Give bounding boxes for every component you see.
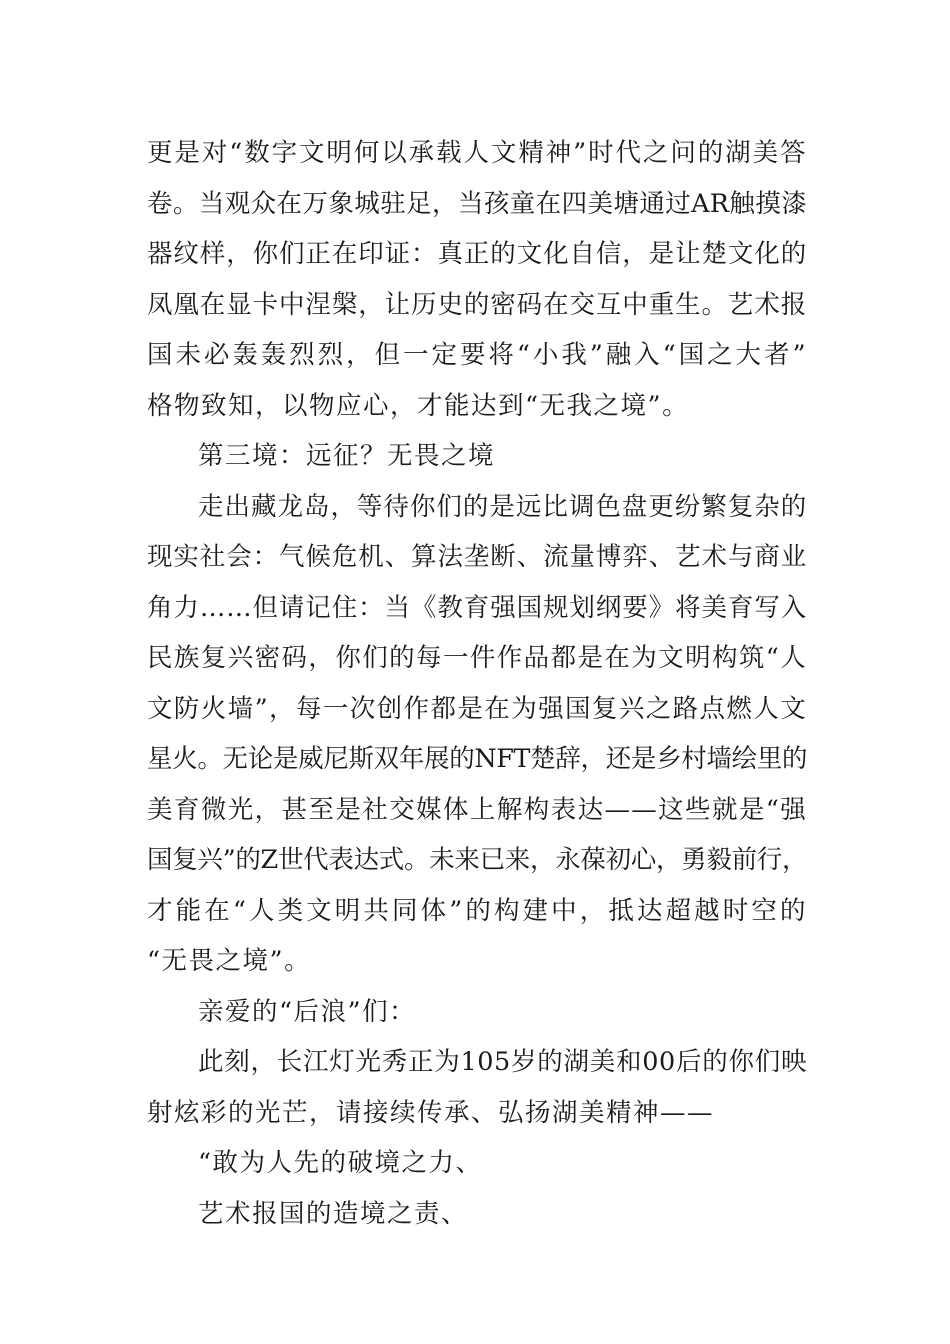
text-line: 星火。无论是威尼斯双年展的NFT楚辞，还是乡村墙绘里的 [147,744,807,774]
text-line: 美育微光，甚至是社交媒体上解构表达——这些就是“强 [147,794,807,825]
quote-line: 艺术报国的造境之责、 [198,1198,469,1229]
text-line: 才能在“人类文明共同体”的构建中，抵达超越时空的 [147,895,807,926]
text-line: 射炫彩的光芒，请接续传承、弘扬湖美精神—— [147,1097,715,1128]
body-text [147,128,807,1239]
section-heading: 第三境：远征？无畏之境 [198,441,496,471]
text-line: 文防火墙”，每一次创作都是在为强国复兴之路点燃人文 [147,693,807,724]
text-line: 凤凰在显卡中涅槃，让历史的密码在交互中重生。艺术报 [147,289,807,320]
quote-line: “敢为人先的破境之力、 [198,1148,483,1178]
text-line: 格物致知，以物应心，才能达到“无我之境”。 [147,390,690,421]
text-line: 现实社会：气候危机、算法垄断、流量博弈、艺术与商业 [147,542,807,572]
text-line: 更是对“数字文明何以承载人文精神”时代之问的湖美答 [147,138,807,168]
text-line: 走出藏龙岛，等待你们的是远比调色盘更纷繁复杂的 [198,491,807,522]
text-line: 国复兴”的Z世代表达式。未来已来，永葆初心，勇毅前行， [147,845,807,875]
text-line: 国未必轰轰烈烈，但一定要将“小我”融入“国之大者” [147,340,807,370]
text-line: 此刻，长江灯光秀正为105岁的湖美和00后的你们映 [198,1047,807,1077]
text-line: 民族复兴密码，你们的每一件作品都是在为文明构筑“人 [147,643,807,673]
text-line: “无畏之境”。 [147,946,312,976]
text-line: 器纹样，你们正在印证：真正的文化自信，是让楚文化的 [147,239,807,269]
text-line: 卷。当观众在万象城驻足，当孩童在四美塘通过AR触摸漆 [147,188,807,219]
text-line: 角力……但请记住：当《教育强国规划纲要》将美育写入 [147,592,807,623]
salutation: 亲爱的“后浪”们： [198,996,417,1027]
